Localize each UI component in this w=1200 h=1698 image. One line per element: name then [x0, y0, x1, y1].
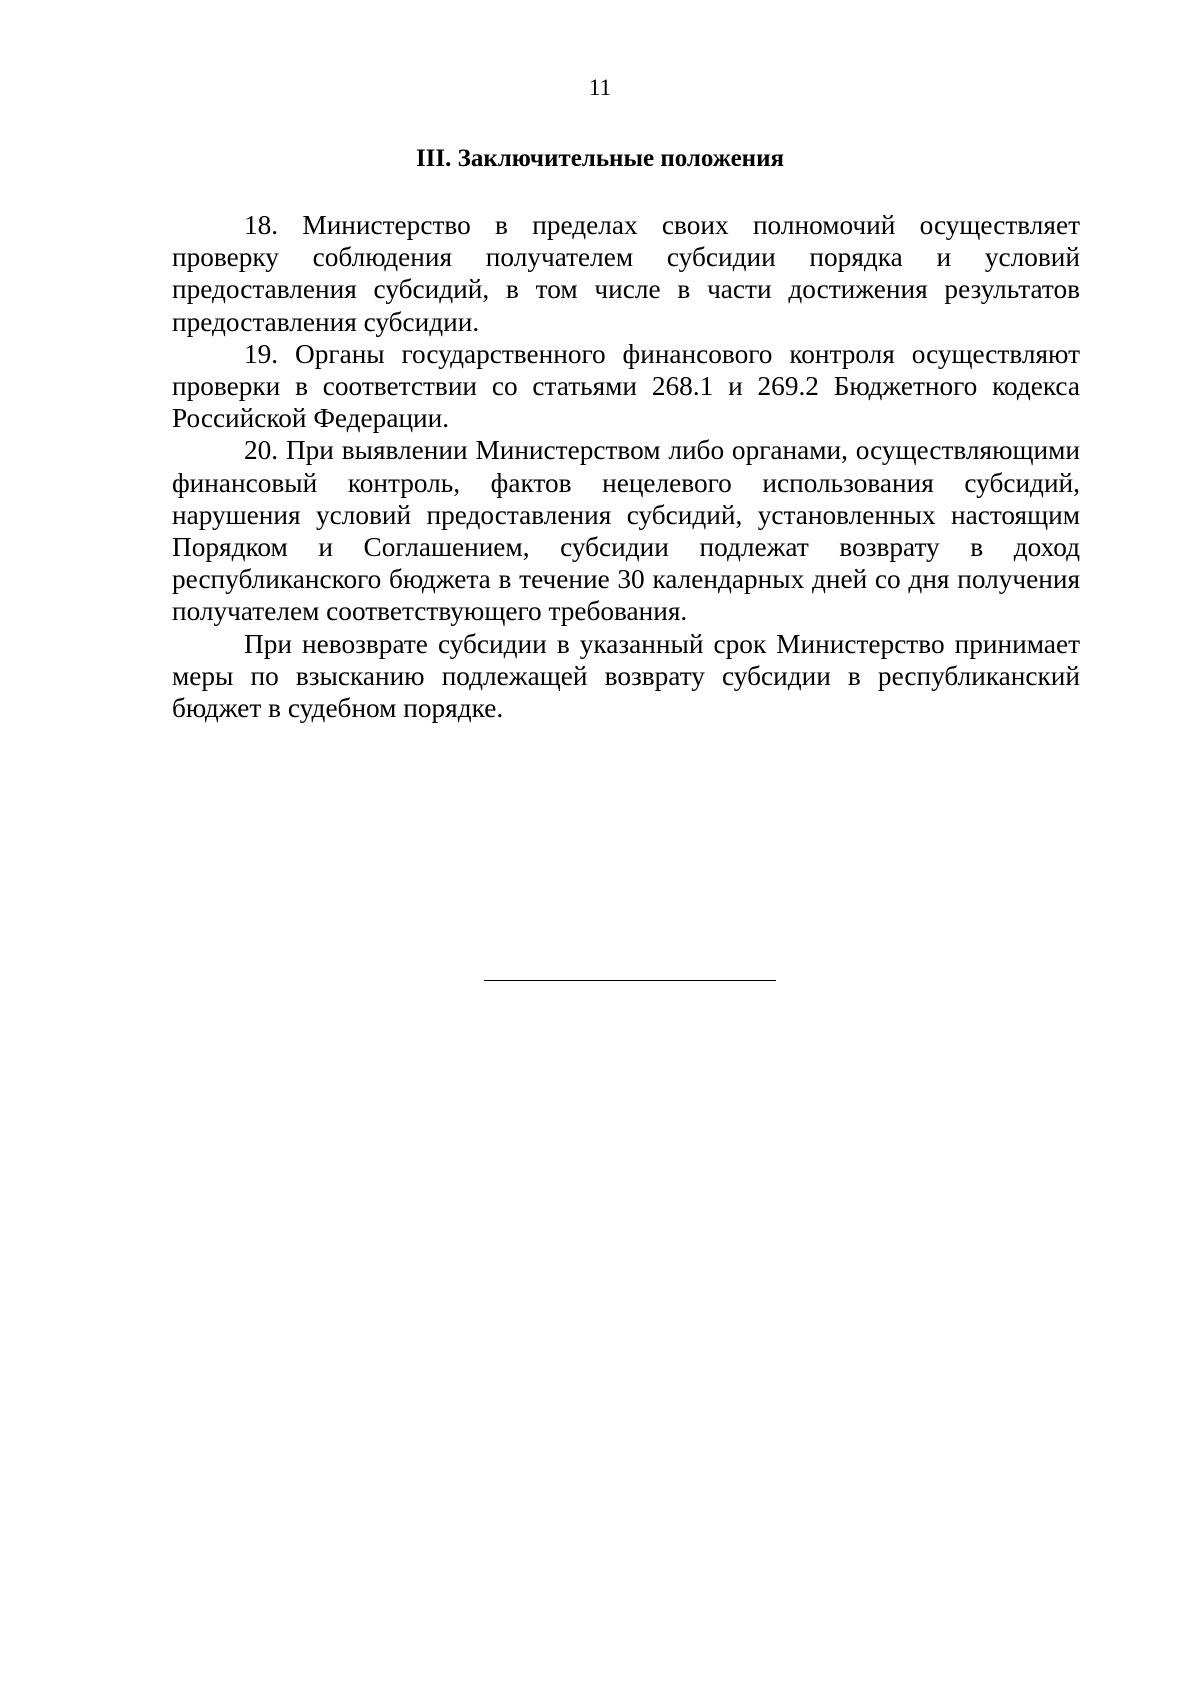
paragraph-18: 18. Министерство в пределах своих полномочий осуществляет проверку соблюдения получателем субсидии порядка и условий предоставления субсидий, в том числе в части достижения результатов предоставления субсидии. — [172, 210, 1080, 337]
page-number: 11 — [588, 75, 612, 100]
document-body — [172, 209, 1080, 724]
paragraph-19: 19. Органы государственного финансового контроля осуществляют проверки в соответствии со статьями 268.1 и 269.2 Бюджетного кодекса Российской Федерации. — [172, 338, 1080, 434]
end-divider-line — [484, 980, 776, 981]
paragraph-20: 20. При выявлении Министерством либо органами, осуществляющими финансовый контроль, фактов нецелевого использования субсидий, нарушения условий предоставления субсидий, установленных настоящим Порядком и Соглашением, субсидии подлежат возврату в доход республиканского бюджета в течение 30 календарных дней со дня получения получателем соответствующего требования. — [172, 435, 1080, 627]
paragraph-20-continuation: При невозврате субсидии в указанный срок Министерство принимает меры по взысканию подлежащей возврату субсидии в республиканский бюджет в судебном порядке. — [172, 628, 1080, 724]
section-title: III. Заключительные положения — [415, 145, 785, 172]
